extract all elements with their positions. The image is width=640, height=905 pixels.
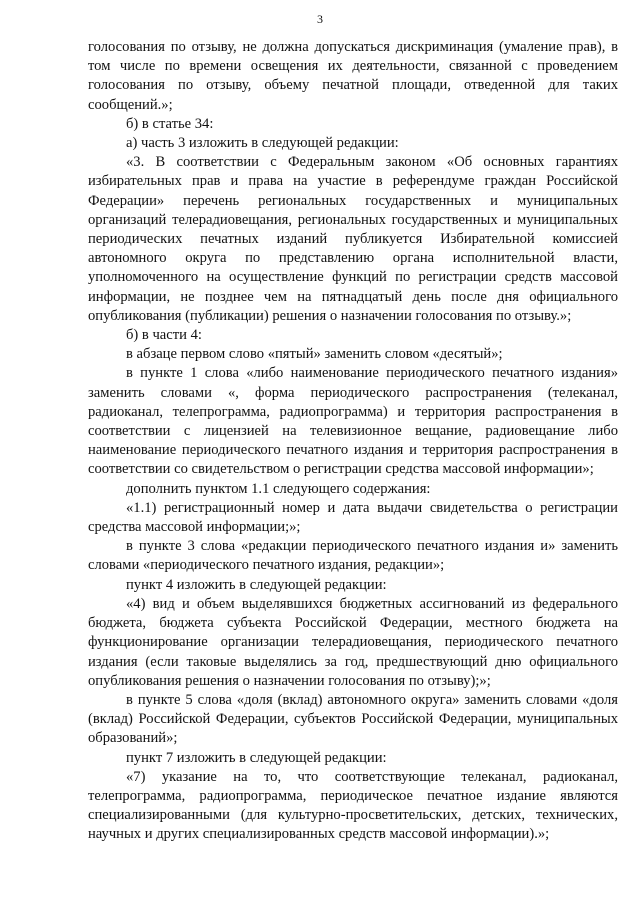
paragraph-point-5: в пункте 5 слова «доля (вклад) автономного округа» заменить словами «доля (вклад) Российской Федерации, субъектов Российской Федерации, муниципальных образований»; bbox=[88, 691, 618, 747]
paragraph-point-7-intro: пункт 7 изложить в следующей редакции: bbox=[126, 749, 387, 766]
paragraph-point-1-1-text: «1.1) регистрационный номер и дата выдачи свидетельства о регистрации средства массовой информации;»; bbox=[88, 499, 618, 536]
paragraph-article-34: б) в статье 34: bbox=[126, 115, 214, 132]
paragraph-part-3-text: «3. В соответствии с Федеральным законом «Об основных гарантиях избирательных прав и права на участие в референдуме граждан Российской Федерации» перечень региональных государственных и муниципальных организаций телерадиовещания, региональных государственных и муниципальных периодических печатных изданий публикуется Избирательной комиссией автономного округа по представлению органа исполнительной власти, уполномоченного на осуществление функций по регистрации средств массовой информации, не позднее чем на пятнадцатый день после дня официального опубликования (публикации) решения о назначении голосования по отзыву.»; bbox=[88, 154, 618, 324]
paragraph-point-3: в пункте 3 слова «редакции периодического печатного издания и» заменить словами «периодического печатного издания, редакции»; bbox=[88, 538, 618, 574]
paragraph-part-4-intro: б) в части 4: bbox=[126, 327, 202, 344]
paragraph-part-3-intro: а) часть 3 изложить в следующей редакции: bbox=[126, 135, 399, 152]
paragraph-continuation: голосования по отзыву, не должна допускаться дискриминация (умаление прав), в том числе по времени освещения их деятельности, связанной с проведением голосования по отзыву, объему печатной площади, отведенной для таких сообщений.»; bbox=[88, 39, 618, 113]
paragraph-add-point-1-1: дополнить пунктом 1.1 следующего содержания: bbox=[126, 480, 431, 497]
paragraph-first-clause: в абзаце первом слово «пятый» заменить словом «десятый»; bbox=[126, 346, 503, 363]
document-body bbox=[88, 38, 618, 845]
paragraph-point-1: в пункте 1 слова «либо наименование периодического печатного издания» заменить словами «, форма периодического распространения (телеканал, радиоканал, телепрограмма, радиопрограмма) и территория распространения в соответствии с лицензией на телевизионное вещание, радиовещание либо наименование периодического печатного издания и территория распространения в соответствии со свидетельством о регистрации средства массовой информации»; bbox=[88, 365, 618, 478]
paragraph-point-4-text: «4) вид и объем выделявшихся бюджетных ассигнований из федерального бюджета, бюджета субъекта Российской Федерации, местного бюджета на функционирование организации телерадиовещания, периодического печатного издания (если таковые выделялись за год, предшествующий дню официального опубликования решения о назначении голосования по отзыву);»; bbox=[88, 595, 618, 689]
paragraph-point-4-intro: пункт 4 изложить в следующей редакции: bbox=[126, 576, 387, 593]
paragraph-point-7-text: «7) указание на то, что соответствующие телеканал, радиоканал, телепрограмма, радиопрограмма, периодическое печатное издание являются специализированными (для культурно-просветительских, детских, технических, научных и других специализированных средств массовой информации).»; bbox=[88, 768, 618, 843]
page-number: 3 bbox=[317, 12, 323, 26]
